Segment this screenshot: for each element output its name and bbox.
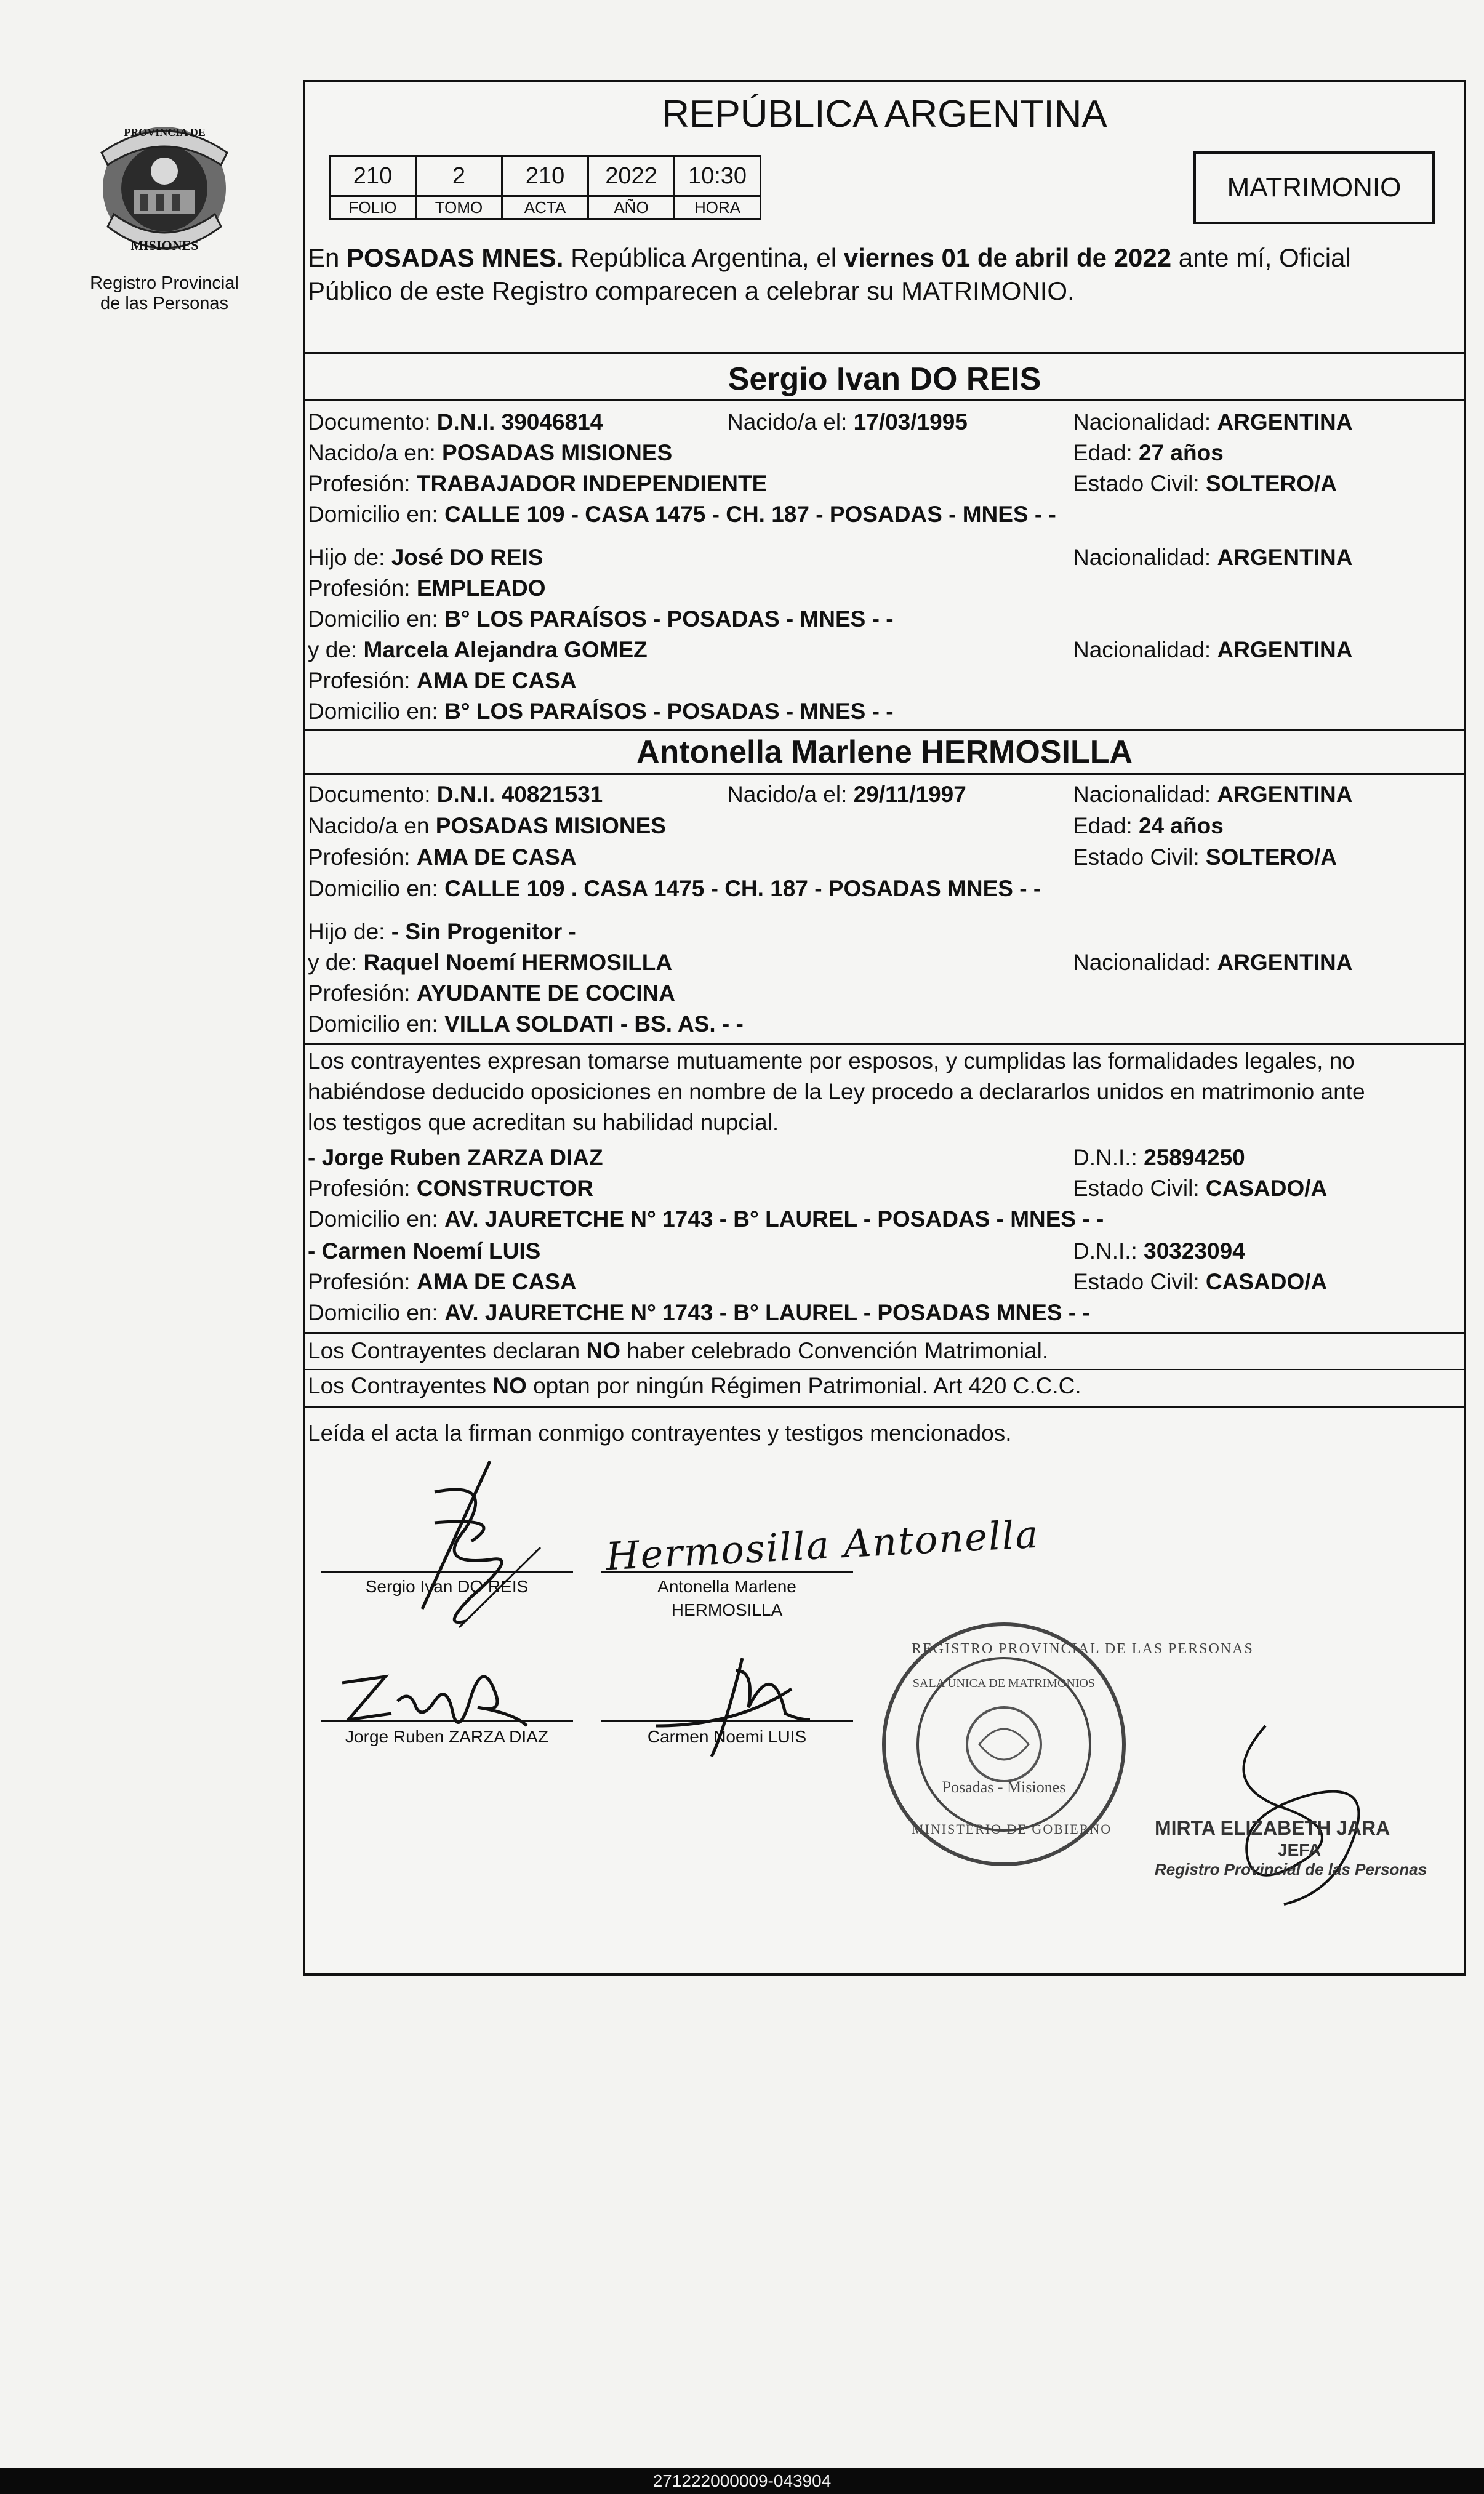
value: B° LOS PARAÍSOS - POSADAS - MNES - - [444,699,894,724]
value: CALLE 109 . CASA 1475 - CH. 187 - POSADAS MNES - - [444,876,1041,901]
signature-line [601,1720,853,1722]
footer-code: 271222000009-043904 [652,2471,832,2490]
spouse1-document [308,407,603,438]
label: y de: [308,950,364,975]
witness2-civil-status [1073,1267,1327,1297]
spouse2-father [308,916,576,947]
value: POSADAS MISIONES [435,813,666,838]
spouse1-father-address [308,604,894,635]
label: Domicilio en: [308,1206,445,1232]
witness2-name: - Carmen Noemí LUIS [308,1238,541,1264]
signature-line [321,1571,573,1573]
value: CASADO/A [1205,1176,1328,1201]
value: - Sin Progenitor - [391,919,576,944]
label: Estado Civil: [1073,1176,1206,1201]
divider [305,1369,1464,1370]
spouse1-profession [308,468,767,499]
spouse2-civil-status [1073,842,1337,873]
label: Profesión: [308,1176,417,1201]
value: POSADAS MISIONES [442,440,673,465]
value: SOLTERO/A [1205,844,1338,870]
hora-label: HORA [675,196,761,219]
label: Profesión: [308,575,417,601]
declaration-line-3: los testigos que acreditan su habilidad nupcial. [308,1110,779,1135]
closing-text: Leída el acta la firman conmigo contrayentes y testigos mencionados. [308,1421,1012,1446]
label: Profesión: [308,668,417,693]
label: Hijo de: [308,545,391,570]
registry-caption-line2: de las Personas [100,294,228,313]
label: Edad: [1073,440,1139,465]
anio-label: AÑO [588,196,675,219]
witness1-address [308,1204,1104,1235]
value: TRABAJADOR INDEPENDIENTE [416,471,768,496]
value: 17/03/1995 [853,409,968,435]
regime-line-1 [308,1336,1048,1366]
label: Estado Civil: [1073,1269,1206,1294]
value: AMA DE CASA [416,1269,577,1294]
label: D.N.I.: [1073,1145,1144,1170]
spouse1-civil-status [1073,468,1337,499]
value: 25894250 [1144,1145,1245,1170]
divider [305,1043,1464,1045]
label: Nacionalidad: [1073,545,1217,570]
text: haber celebrado Convención Matrimonial. [620,1338,1049,1363]
witness2-profession [308,1267,577,1297]
value: B° LOS PARAÍSOS - POSADAS - MNES - - [444,606,894,632]
intro-line-2: Público de este Registro comparecen a celebrar su MATRIMONIO. [308,276,1075,305]
official-name: MIRTA ELIZABETH JARA [1155,1817,1390,1839]
value: CALLE 109 - CASA 1475 - CH. 187 - POSADAS - MNES - - [444,502,1056,527]
divider [305,1406,1464,1408]
certificate-frame [303,80,1466,1976]
divider [305,773,1464,775]
label: Domicilio en: [308,699,445,724]
value: Marcela Alejandra GOMEZ [363,637,648,662]
label: Nacido/a en [308,813,436,838]
label: Hijo de: [308,919,391,944]
text: optan por ningún Régimen Patrimonial. Art 420 C.C.C. [526,1373,1081,1398]
witness2-address [308,1297,1090,1328]
label: Estado Civil: [1073,471,1206,496]
folio-label: FOLIO [330,196,416,219]
label: Estado Civil: [1073,844,1206,870]
spouse2-document [308,779,603,810]
signature-label-witness1: Jorge Ruben ZARZA DIAZ [345,1727,548,1746]
label: Domicilio en: [308,606,445,632]
value: ARGENTINA [1217,409,1353,435]
value: VILLA SOLDATI - BS. AS. - - [444,1011,744,1036]
hora-value: 10:30 [675,156,761,196]
signature-line [321,1720,573,1722]
value: AV. JAURETCHE N° 1743 - B° LAUREL - POSADAS - MNES - - [444,1206,1104,1232]
value: José DO REIS [391,545,543,570]
spouse1-father-nationality [1073,542,1352,573]
label: Nacionalidad: [1073,782,1217,807]
regime-line-2 [308,1371,1081,1401]
registry-caption-line1: Registro Provincial [90,273,239,293]
label: Nacionalidad: [1073,409,1217,435]
anio-value: 2022 [588,156,675,196]
seal-bottom-text: MINISTERIO DE GOBIERNO [912,1821,1112,1837]
label: Domicilio en: [308,876,445,901]
spouse2-mother [308,947,672,978]
emphasis: NO [586,1338,620,1363]
label: Nacionalidad: [1073,637,1217,662]
signature-label-spouse2-line1: Antonella Marlene [657,1577,796,1596]
spouse2-nationality [1073,779,1352,810]
logo-ring-top-text: PROVINCIA DE [124,126,206,138]
value: 27 años [1138,440,1224,465]
value: ARGENTINA [1217,950,1353,975]
value: CONSTRUCTOR [416,1176,593,1201]
spouse2-mother-profession [308,978,675,1009]
certificate-type-box: MATRIMONIO [1193,151,1435,224]
value: ARGENTINA [1217,545,1353,570]
value: Raquel Noemí HERMOSILLA [363,950,673,975]
witness1-civil-status [1073,1173,1327,1204]
signature-sergio [398,1455,545,1652]
spouse2-age [1073,811,1224,841]
spouse1-nationality [1073,407,1352,438]
tomo-value: 2 [416,156,502,196]
label: Documento: [308,782,437,807]
signature-line [601,1571,853,1573]
label: Edad: [1073,813,1139,838]
divider [305,729,1464,731]
value: D.N.I. 39046814 [436,409,603,435]
label: Domicilio en: [308,502,445,527]
spouse2-name: Antonella Marlene HERMOSILLA [636,734,1133,770]
value: 24 años [1138,813,1224,838]
value: EMPLEADO [416,575,546,601]
value: AMA DE CASA [416,844,577,870]
spouse1-mother-nationality [1073,635,1352,665]
label: Nacido/a en: [308,440,443,465]
label: y de: [308,637,364,662]
spouse1-birthplace [308,438,672,468]
value: ARGENTINA [1217,782,1353,807]
registry-caption [69,273,260,314]
declaration-line-1: Los contrayentes expresan tomarse mutuamente por esposos, y cumplidas las formalidades legales, no [308,1048,1355,1073]
signature-label-witness2: Carmen Noemi LUIS [647,1727,807,1746]
spouse1-mother-profession [308,665,577,696]
tomo-label: TOMO [416,196,502,219]
spouse2-birthplace [308,811,666,841]
spouse2-profession [308,842,577,873]
intro-place: POSADAS MNES. [347,243,564,272]
intro-text: En [308,243,347,272]
label: Domicilio en: [308,1300,445,1325]
spouse1-mother-address [308,696,894,727]
value: AMA DE CASA [416,668,577,693]
text: Los Contrayentes [308,1373,493,1398]
seal-ring-text: REGISTRO PROVINCIAL DE LAS PERSONAS [912,1641,1254,1657]
spouse1-father [308,542,543,573]
spouse1-address [308,499,1056,530]
label: Domicilio en: [308,1011,445,1036]
label: Documento: [308,409,437,435]
witness1-dni [1073,1142,1245,1173]
spouse1-father-profession [308,573,546,604]
divider [305,1332,1464,1334]
seal-center-text: Posadas - Misiones [942,1778,1066,1796]
logo-ring-bottom-text: MISIONES [130,238,199,253]
spouse2-address [308,873,1041,904]
spouse1-mother [308,635,648,665]
signature-label-spouse1: Sergio Ivan DO REIS [365,1577,529,1596]
spouse1-name: Sergio Ivan DO REIS [728,361,1041,397]
declaration-line-2: habiéndose deducido oposiciones en nombre de la Ley procedo a declararlos unidos en matrimonio ante [308,1079,1365,1104]
signature-official [1192,1707,1395,1911]
value: AYUDANTE DE COCINA [416,980,675,1006]
label: Nacionalidad: [1073,950,1217,975]
label: Nacido/a el: [727,782,854,807]
witness1-profession [308,1173,593,1204]
spouse2-mother-nationality [1073,947,1352,978]
value: 30323094 [1144,1238,1245,1264]
seal-inner-text: SALA ÚNICA DE MATRIMONIOS [912,1677,1096,1690]
value: AV. JAURETCHE N° 1743 - B° LAUREL - POSADAS MNES - - [444,1300,1090,1325]
folio-value: 210 [330,156,416,196]
intro-text: ante mí, Oficial [1171,243,1351,272]
label: Nacido/a el: [727,409,854,435]
official-org: Registro Provincial de las Personas [1155,1860,1427,1879]
spouse2-birthdate [727,779,966,810]
value: CASADO/A [1205,1269,1328,1294]
label: Profesión: [308,471,417,496]
value: ARGENTINA [1217,637,1353,662]
label: D.N.I.: [1073,1238,1144,1264]
label: Profesión: [308,844,417,870]
emphasis: NO [492,1373,527,1398]
text: Los Contrayentes declaran [308,1338,587,1363]
value: SOLTERO/A [1205,471,1338,496]
intro-line-1 [308,241,1351,275]
acta-value: 210 [502,156,588,196]
spouse1-birthdate [727,407,968,438]
signature-label-spouse2-line2: HERMOSILLA [671,1600,783,1619]
value: D.N.I. 40821531 [436,782,603,807]
spouse2-mother-address [308,1009,744,1040]
witness1-name: - Jorge Ruben ZARZA DIAZ [308,1145,603,1170]
signature-carmen [650,1634,835,1769]
label: Profesión: [308,1269,417,1294]
intro-text: República Argentina, el [563,243,844,272]
witness2-dni [1073,1236,1245,1267]
spouse1-age [1073,438,1224,468]
acta-label: ACTA [502,196,588,219]
handwritten-signature-antonella: Hermosilla Antonella [604,1511,1041,1579]
value: 29/11/1997 [853,782,966,807]
label: Profesión: [308,980,417,1006]
intro-date: viernes 01 de abril de 2022 [843,243,1172,272]
divider [305,399,1464,401]
official-role: JEFA [1278,1840,1322,1859]
registry-table [329,155,761,220]
divider [305,352,1464,354]
page-title: REPÚBLICA ARGENTINA [662,93,1107,135]
